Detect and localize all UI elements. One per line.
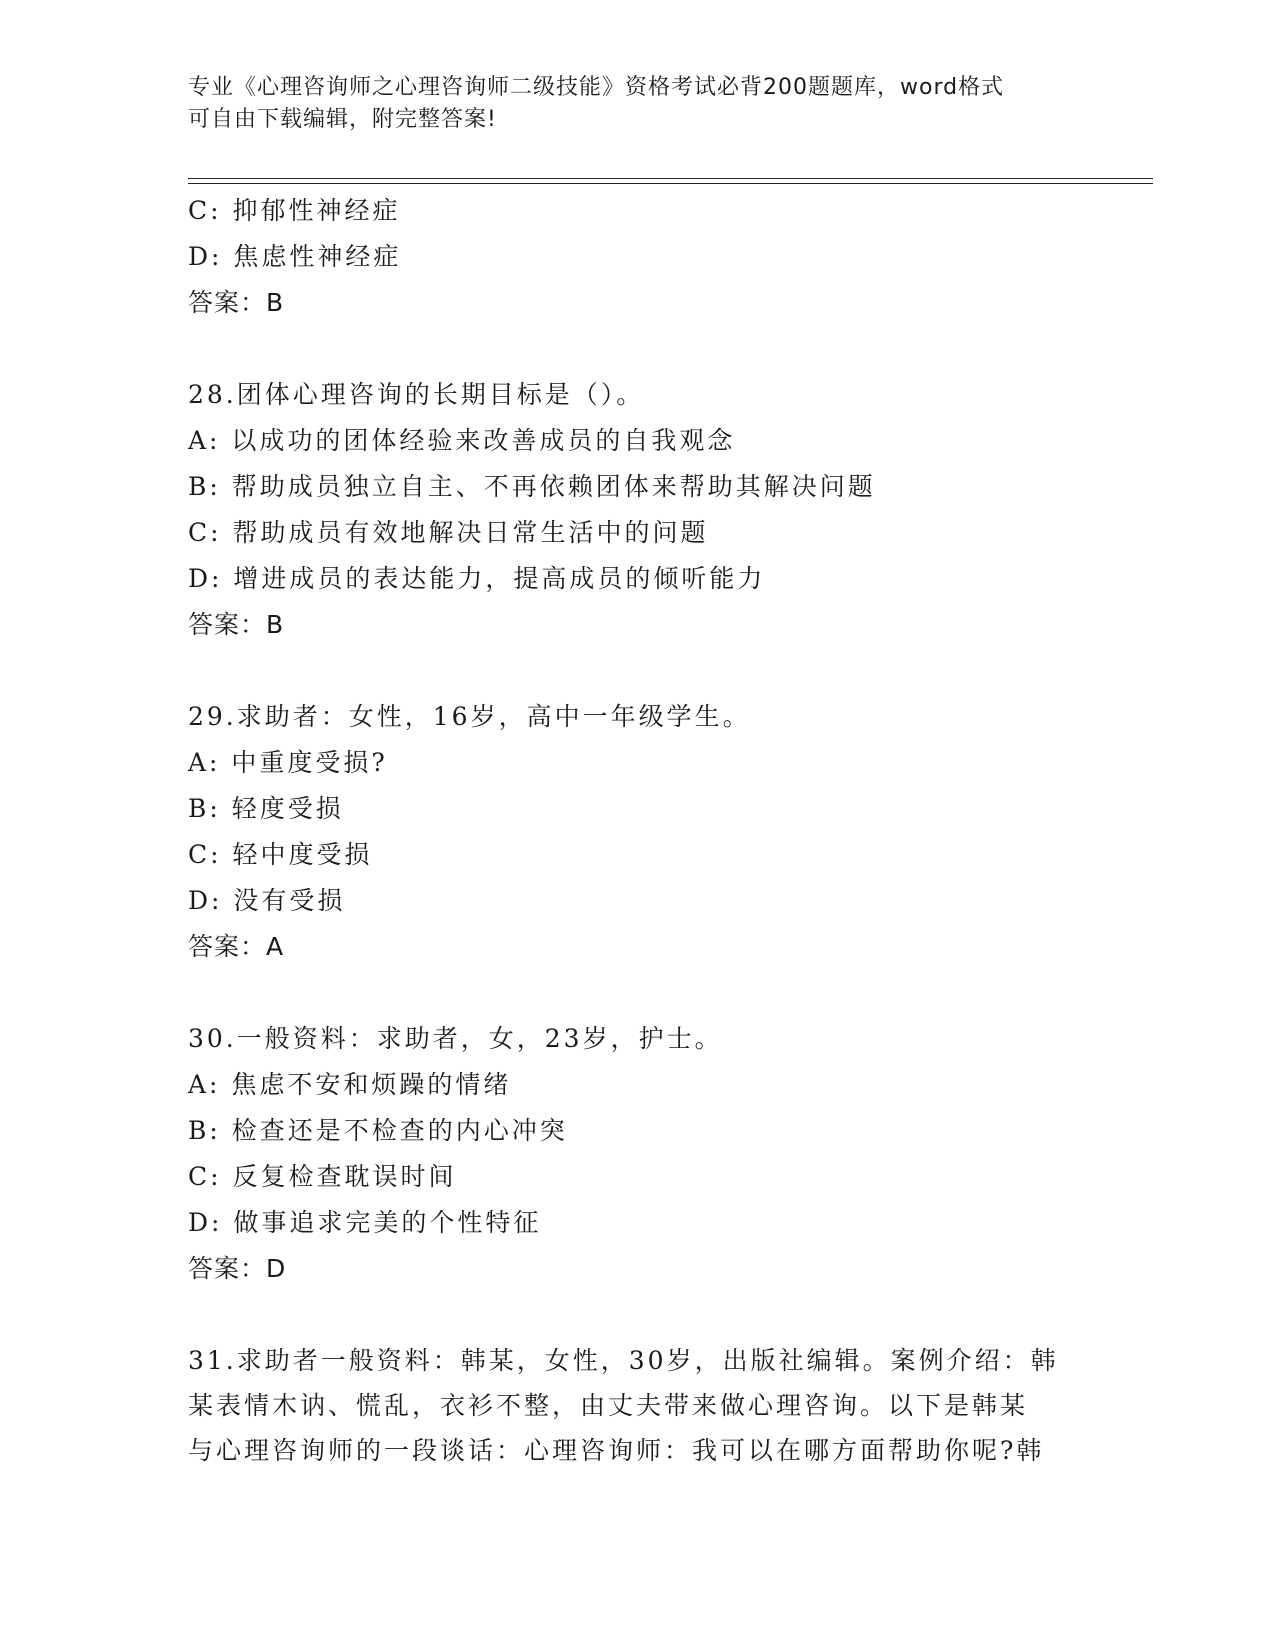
option-c: C: 帮助成员有效地解决日常生活中的问题	[188, 518, 709, 547]
spacer	[188, 648, 1088, 694]
header-line-1: 专业《心理咨询师之心理咨询师二级技能》资格考试必背200题题库，word格式	[188, 75, 1005, 100]
option-b: B: 帮助成员独立自主、不再依赖团体来帮助其解决问题	[188, 472, 876, 501]
option-d: D: 增进成员的表达能力，提高成员的倾听能力	[188, 564, 766, 593]
header-divider-top	[188, 178, 1153, 179]
option-a: A: 中重度受损?	[188, 748, 388, 777]
question-list	[188, 188, 1088, 1473]
answer-label: 答案：B	[188, 288, 285, 317]
answer-label: 答案：D	[188, 1254, 287, 1283]
option-d: D: 没有受损	[188, 886, 346, 915]
option-c: C: 抑郁性神经症	[188, 196, 401, 225]
header-divider-bottom	[188, 183, 1153, 184]
option-c: C: 轻中度受损	[188, 840, 373, 869]
option-d: D: 做事追求完美的个性特征	[188, 1208, 542, 1237]
question-text-line: 某表情木讷、慌乱，衣衫不整，由丈夫带来做心理咨询。以下是韩某	[188, 1391, 1029, 1420]
answer-label: 答案：A	[188, 932, 285, 961]
option-a: A: 以成功的团体经验来改善成员的自我观念	[188, 426, 736, 455]
question-text-line: 31.求助者一般资料：韩某，女性，30岁，出版社编辑。案例介绍：韩	[188, 1346, 1059, 1375]
header-line-2: 可自由下载编辑，附完整答案!	[188, 107, 497, 132]
question-block-30	[188, 1016, 1088, 1292]
question-block-28	[188, 372, 1088, 648]
question-text-line: 与心理咨询师的一段谈话：心理咨询师：我可以在哪方面帮助你呢?韩	[188, 1436, 1045, 1465]
option-a: A: 焦虑不安和烦躁的情绪	[188, 1070, 512, 1099]
option-b: B: 检查还是不检查的内心冲突	[188, 1116, 568, 1145]
spacer	[188, 970, 1088, 1016]
answer-label: 答案：B	[188, 610, 285, 639]
question-text: 29.求助者：女性，16岁，高中一年级学生。	[188, 702, 751, 731]
question-text: 28.团体心理咨询的长期目标是（）。	[188, 380, 645, 409]
document-header	[188, 72, 1088, 136]
option-d: D: 焦虑性神经症	[188, 242, 402, 271]
spacer	[188, 1292, 1088, 1338]
question-block-27	[188, 188, 1088, 326]
question-block-29	[188, 694, 1088, 970]
question-text: 30.一般资料：求助者，女，23岁，护士。	[188, 1024, 723, 1053]
option-c: C: 反复检查耽误时间	[188, 1162, 457, 1191]
option-b: B: 轻度受损	[188, 794, 344, 823]
question-block-31	[188, 1338, 1088, 1473]
spacer	[188, 326, 1088, 372]
